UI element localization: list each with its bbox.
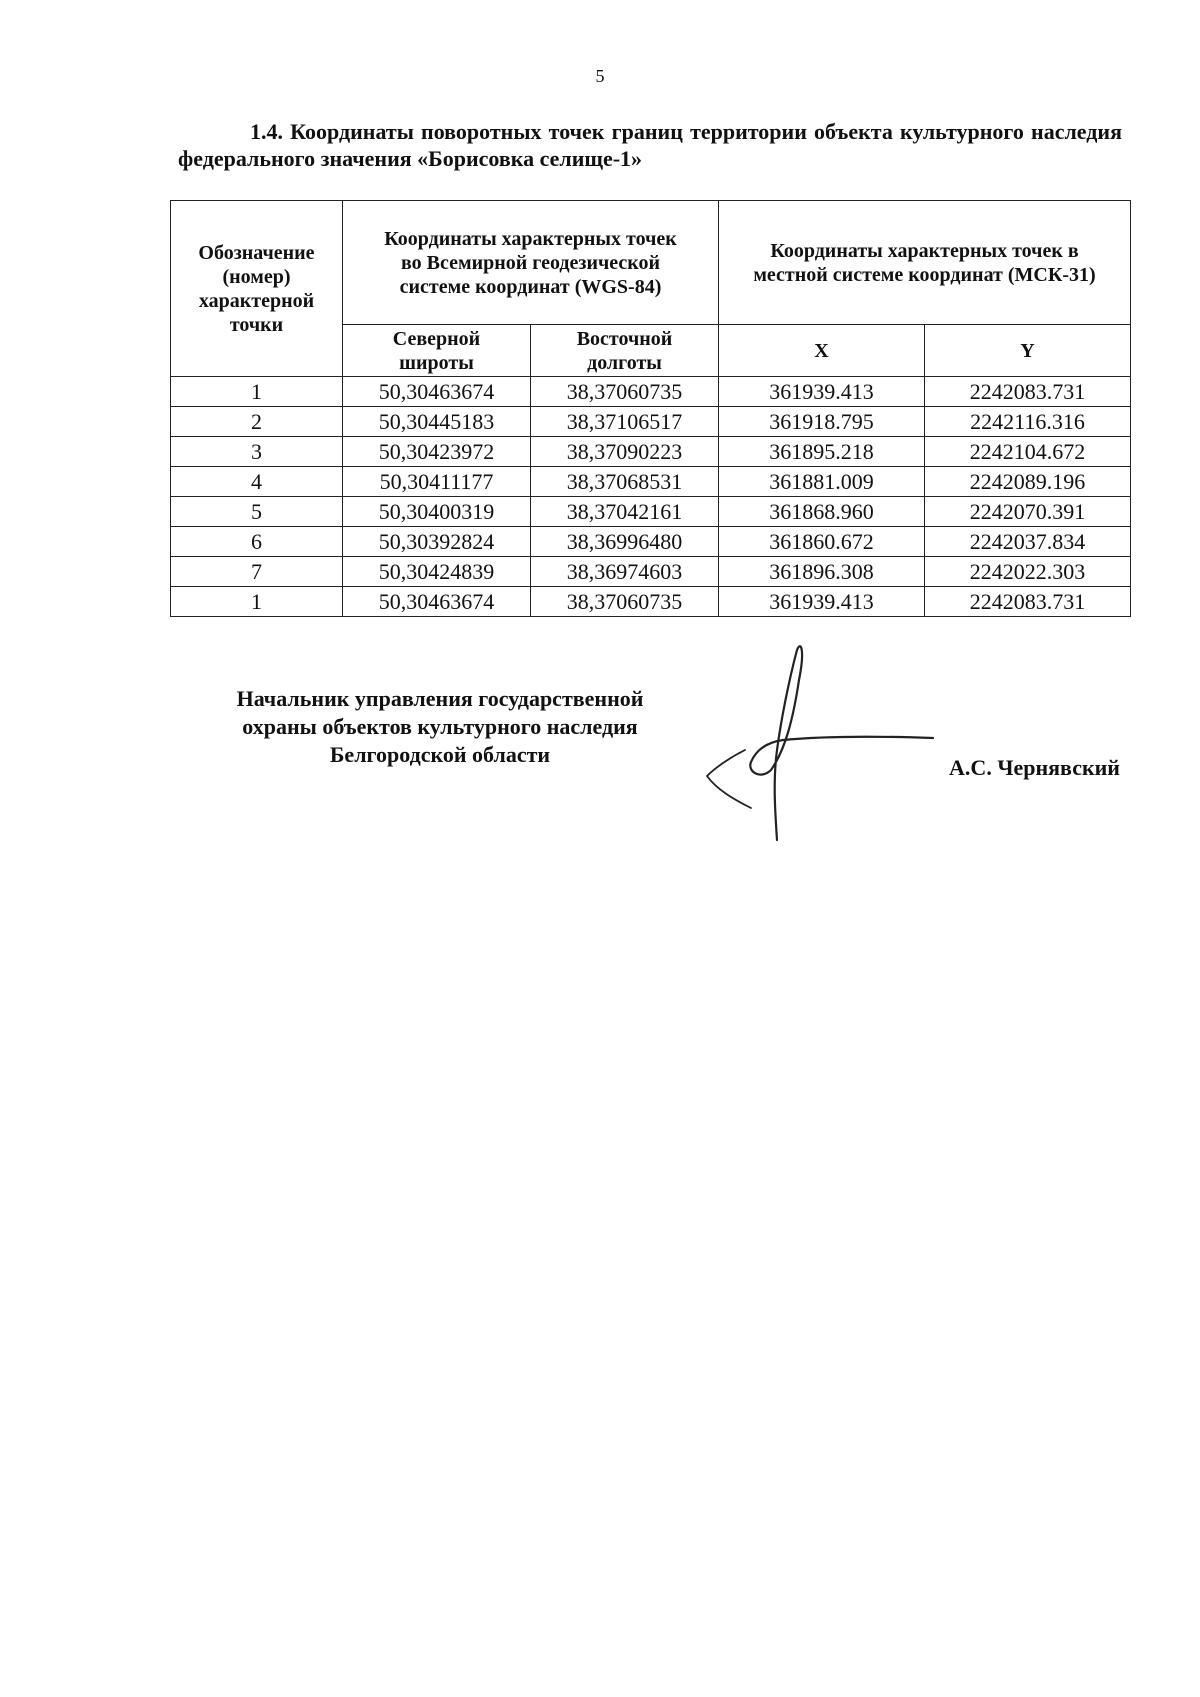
cell-x: 361881.009 [719, 467, 925, 497]
cell-point: 1 [171, 377, 343, 407]
page-number: 5 [595, 66, 605, 86]
cell-longitude: 38,37060735 [531, 377, 719, 407]
cell-x: 361860.672 [719, 527, 925, 557]
cell-x: 361918.795 [719, 407, 925, 437]
cell-longitude: 38,37042161 [531, 497, 719, 527]
table-row [171, 407, 1131, 437]
cell-longitude: 38,37060735 [531, 587, 719, 617]
cell-latitude: 50,30463674 [343, 587, 531, 617]
cell-point: 6 [171, 527, 343, 557]
cell-y: 2242037.834 [925, 527, 1131, 557]
signer-name: А.С. Чернявский [949, 755, 1120, 780]
header-wgs-group: Координаты характерных точек во Всемирной геодезической системе координат (WGS-84) [343, 201, 719, 325]
table-row [171, 467, 1131, 497]
section-heading: 1.4. Координаты поворотных точек границ территории объекта культурного наследия федерального значения «Борисовка селище-1» [178, 119, 1122, 171]
table-row [171, 587, 1131, 617]
cell-x: 361939.413 [719, 377, 925, 407]
coordinates-table [170, 200, 1131, 617]
cell-latitude: 50,30424839 [343, 557, 531, 587]
cell-y: 2242104.672 [925, 437, 1131, 467]
cell-x: 361896.308 [719, 557, 925, 587]
cell-point: 2 [171, 407, 343, 437]
handwritten-signature [705, 640, 945, 850]
header-y: Y [925, 325, 1131, 377]
cell-latitude: 50,30463674 [343, 377, 531, 407]
cell-y: 2242022.303 [925, 557, 1131, 587]
cell-latitude: 50,30400319 [343, 497, 531, 527]
cell-latitude: 50,30445183 [343, 407, 531, 437]
header-designation: Обозначение (номер) характерной точки [171, 201, 343, 377]
signer-title-line: Начальник управления государственной [236, 686, 644, 711]
cell-point: 3 [171, 437, 343, 467]
cell-longitude: 38,37090223 [531, 437, 719, 467]
cell-point: 4 [171, 467, 343, 497]
cell-longitude: 38,37106517 [531, 407, 719, 437]
cell-y: 2242116.316 [925, 407, 1131, 437]
table-row [171, 557, 1131, 587]
table-row [171, 437, 1131, 467]
cell-x: 361939.413 [719, 587, 925, 617]
cell-y: 2242083.731 [925, 587, 1131, 617]
cell-point: 7 [171, 557, 343, 587]
cell-longitude: 38,37068531 [531, 467, 719, 497]
table-row [171, 527, 1131, 557]
cell-y: 2242083.731 [925, 377, 1131, 407]
cell-latitude: 50,30411177 [343, 467, 531, 497]
table-row [171, 497, 1131, 527]
cell-y: 2242070.391 [925, 497, 1131, 527]
header-north-latitude: Северной широты [343, 325, 531, 377]
cell-latitude: 50,30392824 [343, 527, 531, 557]
cell-y: 2242089.196 [925, 467, 1131, 497]
header-row-top [171, 201, 1131, 325]
signer-title-line: Белгородской области [329, 742, 551, 767]
header-east-longitude: Восточной долготы [531, 325, 719, 377]
cell-x: 361895.218 [719, 437, 925, 467]
cell-point: 5 [171, 497, 343, 527]
signer-title [190, 685, 690, 769]
cell-point: 1 [171, 587, 343, 617]
table-row [171, 377, 1131, 407]
signer-title-line: охраны объектов культурного наследия [242, 714, 638, 739]
cell-longitude: 38,36974603 [531, 557, 719, 587]
cell-latitude: 50,30423972 [343, 437, 531, 467]
header-x: X [719, 325, 925, 377]
header-msk-group: Координаты характерных точек в местной системе координат (МСК-31) [719, 201, 1131, 325]
cell-x: 361868.960 [719, 497, 925, 527]
cell-longitude: 38,36996480 [531, 527, 719, 557]
